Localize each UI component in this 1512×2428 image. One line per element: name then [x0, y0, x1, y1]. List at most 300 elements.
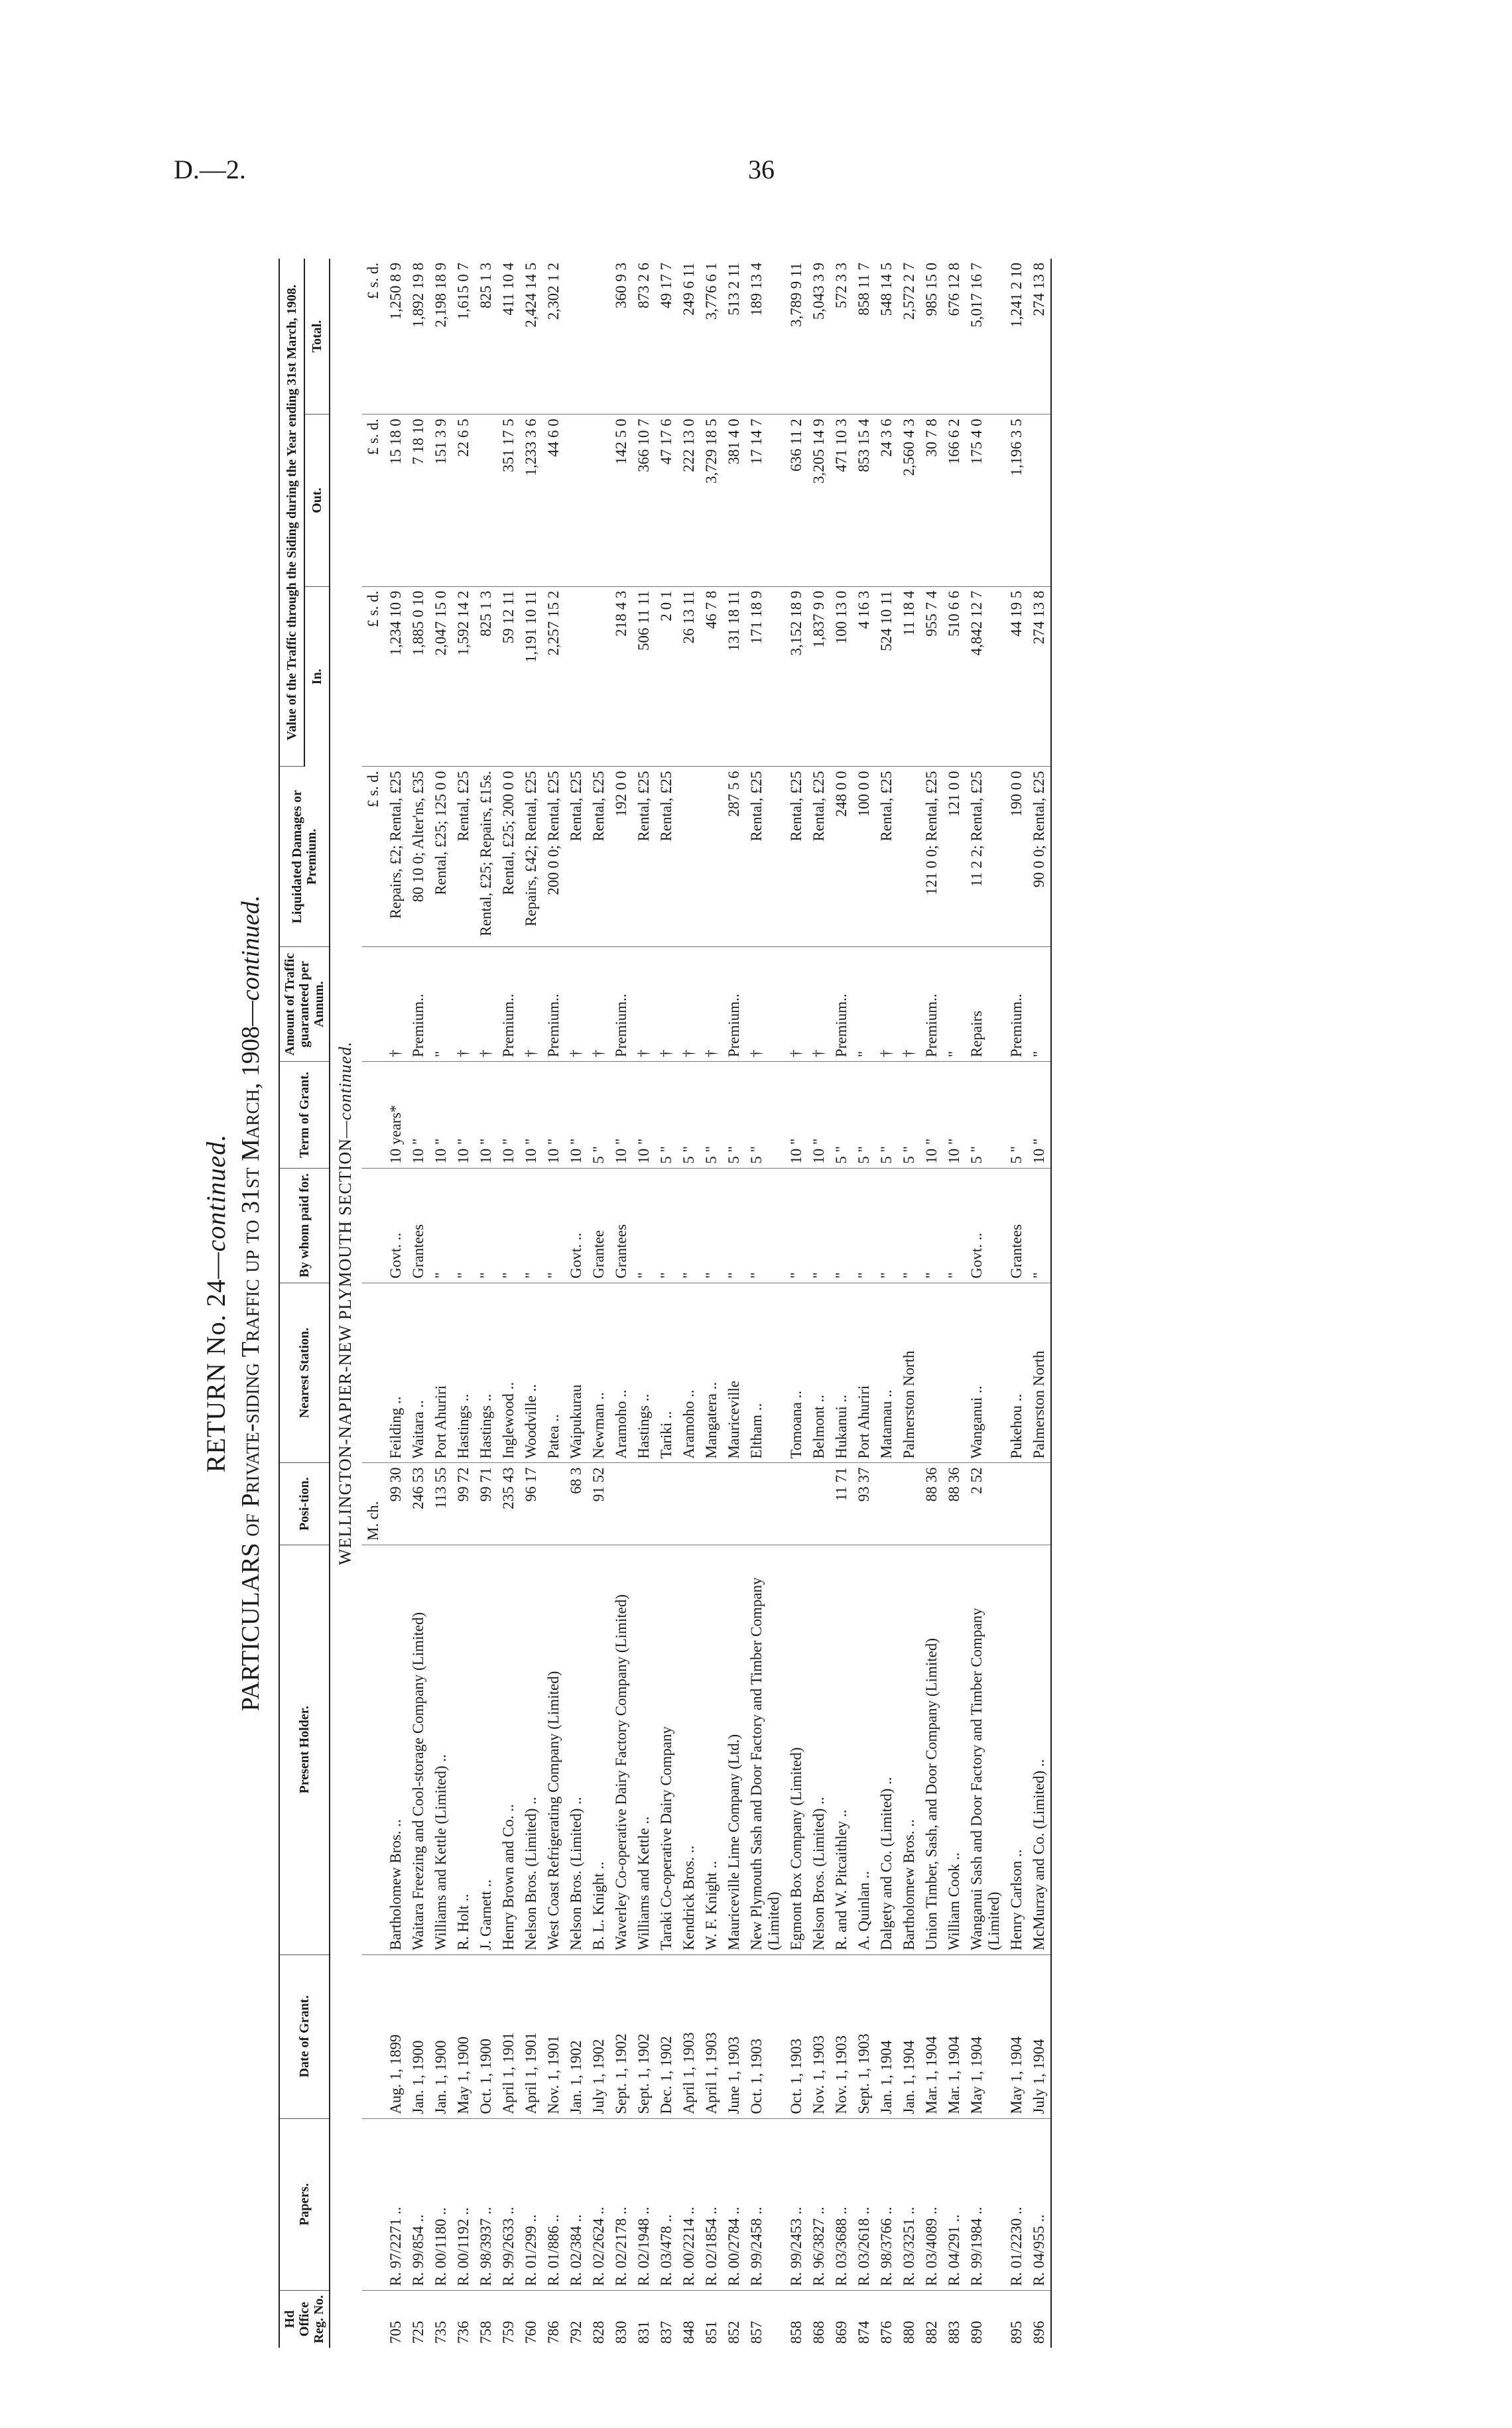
table-body	[330, 259, 1051, 2348]
cell-out	[565, 415, 588, 586]
cell-reg: 869	[833, 2321, 850, 2344]
cell-in: 2 0 1	[655, 586, 678, 767]
cell-papers: R. 03/4089 ..	[920, 2118, 943, 2290]
col-reg: Hd Office Reg. No.	[279, 2291, 330, 2348]
table-row	[655, 259, 678, 2348]
cell-pos	[700, 1463, 723, 1545]
cell-term: 10 "	[430, 1062, 452, 1169]
cell-paid: "	[452, 1168, 475, 1283]
table-row	[966, 259, 1005, 2348]
table-row	[588, 259, 610, 2348]
cell-out: 3,729 18 5	[700, 415, 723, 586]
cell-date: April 1, 1901	[520, 1954, 542, 2118]
cell-station: Waipukurau	[565, 1283, 588, 1463]
cell-pos: 99 30	[385, 1463, 407, 1545]
cell-amount: †	[875, 947, 898, 1062]
col-liquidated: Liquidated Damages or Premium.	[279, 767, 330, 947]
cell-paid: "	[853, 1168, 875, 1283]
cell-total: 676 12 8	[943, 259, 966, 415]
cell-in: 1,592 14 2	[452, 586, 475, 767]
cell-papers: R. 01/886 ..	[542, 2118, 565, 2290]
cell-liq: 121 0 0	[943, 767, 966, 947]
cell-reg: 857	[748, 2321, 765, 2344]
cell-liq: 80 10 0; Alter'ns, £35	[407, 767, 430, 947]
cell-pos: 113 55	[430, 1463, 452, 1545]
table-row	[430, 259, 452, 2348]
return-title	[200, 259, 231, 2348]
cell-pos: 11 71	[830, 1463, 853, 1545]
cell-total: 49 17 7	[655, 259, 678, 415]
cell-reg: 848	[680, 2321, 697, 2344]
cell-pos: 93 37	[853, 1463, 875, 1545]
cell-amount: †	[452, 947, 475, 1062]
return-title-text: RETURN No. 24—	[201, 1251, 231, 1473]
cell-in: 506 11 11	[633, 586, 655, 767]
cell-station: Mangatera ..	[700, 1283, 723, 1463]
col-out: Out.	[304, 415, 330, 586]
cell-papers: R. 98/3766 ..	[875, 2118, 898, 2290]
cell-papers: R. 00/2784 ..	[723, 2118, 745, 2290]
cell-date: May 1, 1904	[1005, 1954, 1028, 2118]
cell-liq: Repairs, £42; Rental, £25	[520, 767, 542, 947]
cell-term: 10 "	[497, 1062, 520, 1169]
cell-date: Jan. 1, 1904	[875, 1954, 898, 2118]
cell-amount: Premium..	[407, 947, 430, 1062]
cell-papers: R. 01/299 ..	[520, 2118, 542, 2290]
cell-total: 249 6 11	[678, 259, 700, 415]
cell-out: 471 10 3	[830, 415, 853, 586]
cell-date: Nov. 1, 1903	[830, 1954, 853, 2118]
cell-pos	[875, 1463, 898, 1545]
cell-station: Newman ..	[588, 1283, 610, 1463]
cell-term: 10 "	[920, 1062, 943, 1169]
cell-in: 955 7 4	[920, 586, 943, 767]
cell-term: 5 "	[588, 1062, 610, 1169]
cell-papers: R. 00/2214 ..	[678, 2118, 700, 2290]
cell-station: Wanganui ..	[966, 1283, 1005, 1463]
cell-term: 5 "	[678, 1062, 700, 1169]
cell-in: 100 13 0	[830, 586, 853, 767]
cell-amount: †	[475, 947, 497, 1062]
cell-out: 44 6 0	[542, 415, 565, 586]
return-title-continued: continued.	[201, 1133, 231, 1252]
cell-pos	[723, 1463, 745, 1545]
cell-date: May 1, 1904	[966, 1954, 1005, 2118]
cell-total: 3,776 6 1	[700, 259, 723, 415]
cell-amount: "	[853, 947, 875, 1062]
cell-liq	[700, 767, 723, 947]
cell-amount: Premium..	[723, 947, 745, 1062]
cell-date: Dec. 1, 1902	[655, 1954, 678, 2118]
cell-station: Hastings ..	[475, 1283, 497, 1463]
cell-holder: Williams and Kettle (Limited) ..	[430, 1545, 452, 1954]
cell-liq: Rental, £25	[452, 767, 475, 947]
cell-station: Belmont ..	[808, 1283, 830, 1463]
cell-total: 1,892 19 8	[407, 259, 430, 415]
cell-total: 572 3 3	[830, 259, 853, 415]
cell-date: Oct. 1, 1903	[745, 1954, 785, 2118]
cell-amount: "	[1028, 947, 1051, 1062]
cell-papers: R. 03/2618 ..	[853, 2118, 875, 2290]
cell-pos	[898, 1463, 920, 1545]
cell-papers: R. 02/1948 ..	[633, 2118, 655, 2290]
cell-papers: R. 99/854 ..	[407, 2118, 430, 2290]
cell-liq: Rental, £25	[633, 767, 655, 947]
table-row	[497, 259, 520, 2348]
table-row	[610, 259, 633, 2348]
cell-paid: "	[633, 1168, 655, 1283]
cell-holder: B. L. Knight ..	[588, 1545, 610, 1954]
cell-paid: Grantees	[407, 1168, 430, 1283]
cell-liq: 248 0 0	[830, 767, 853, 947]
cell-date: July 1, 1902	[588, 1954, 610, 2118]
cell-date: Sept. 1, 1902	[610, 1954, 633, 2118]
cell-term: 5 "	[830, 1062, 853, 1169]
cell-papers: R. 03/3251 ..	[898, 2118, 920, 2290]
return-subtitle	[236, 259, 265, 2348]
cell-amount: Repairs	[966, 947, 1005, 1062]
cell-holder: New Plymouth Sash and Door Factory and Timber Company (Limited)	[745, 1545, 785, 1954]
return-subtitle-continued: continued.	[237, 895, 265, 1001]
cell-reg: 876	[878, 2321, 895, 2344]
cell-liq: 90 0 0; Rental, £25	[1028, 767, 1051, 947]
cell-holder: Waverley Co-operative Dairy Factory Company (Limited)	[610, 1545, 633, 1954]
cell-term: 10 "	[785, 1062, 808, 1169]
cell-total: 2,424 14 5	[520, 259, 542, 415]
page-number: 36	[748, 155, 775, 184]
cell-liq: Rental, £25	[588, 767, 610, 947]
cell-reg: 725	[410, 2321, 426, 2344]
private-siding-table	[279, 259, 1053, 2348]
cell-holder: Bartholomew Bros. ..	[898, 1545, 920, 1954]
table-row	[875, 259, 898, 2348]
col-amount: Amount of Traffic guaranteed per Annum.	[279, 947, 330, 1062]
cell-pos	[785, 1463, 808, 1545]
unit-liq: £ s. d.	[362, 767, 385, 947]
cell-term: 10 "	[808, 1062, 830, 1169]
cell-station: Aramoho ..	[610, 1283, 633, 1463]
cell-paid: "	[898, 1168, 920, 1283]
cell-out: 1,196 3 5	[1005, 415, 1028, 586]
cell-paid: "	[497, 1168, 520, 1283]
cell-station: Palmerston North	[1028, 1283, 1051, 1463]
cell-papers: R. 01/2230 ..	[1005, 2118, 1028, 2290]
cell-amount: †	[385, 947, 407, 1062]
table-row	[633, 259, 655, 2348]
cell-pos: 68 3	[565, 1463, 588, 1545]
cell-holder: Union Timber, Sash, and Door Company (Limited)	[920, 1545, 943, 1954]
cell-paid: "	[875, 1168, 898, 1283]
cell-reg: 758	[477, 2321, 494, 2344]
cell-papers: R. 99/2458 ..	[745, 2118, 785, 2290]
cell-liq: Rental, £25	[808, 767, 830, 947]
cell-in: 3,152 18 9	[785, 586, 808, 767]
table-row	[898, 259, 920, 2348]
cell-out: 222 13 0	[678, 415, 700, 586]
table-row	[830, 259, 853, 2348]
cell-holder: Mauriceville Lime Company (Ltd.)	[723, 1545, 745, 1954]
cell-liq: 11 2 2; Rental, £25	[966, 767, 1005, 947]
cell-date: Nov. 1, 1901	[542, 1954, 565, 2118]
cell-reg: 880	[901, 2321, 917, 2344]
cell-reg: 760	[523, 2321, 539, 2344]
table-row	[678, 259, 700, 2348]
cell-term: 5 "	[745, 1062, 785, 1169]
cell-paid: "	[542, 1168, 565, 1283]
cell-paid: "	[655, 1168, 678, 1283]
cell-date: Jan. 1, 1900	[407, 1954, 430, 2118]
col-position: Posi-tion.	[279, 1463, 330, 1545]
cell-papers: R. 02/2624 ..	[588, 2118, 610, 2290]
cell-pos	[633, 1463, 655, 1545]
cell-date: Nov. 1, 1903	[808, 1954, 830, 2118]
table-row	[785, 259, 808, 2348]
cell-liq: Rental, £25	[655, 767, 678, 947]
cell-paid: Grantees	[1005, 1168, 1028, 1283]
cell-holder: McMurray and Co. (Limited) ..	[1028, 1545, 1051, 1954]
cell-total: 1,241 2 10	[1005, 259, 1028, 415]
cell-liq: Rental, £25; 200 0 0	[497, 767, 520, 947]
cell-total: 825 1 3	[475, 259, 497, 415]
cell-paid: Govt. ..	[565, 1168, 588, 1283]
cell-amount: Premium..	[1005, 947, 1028, 1062]
cell-papers: R. 04/955 ..	[1028, 2118, 1051, 2290]
cell-holder: Kendrick Bros. ..	[678, 1545, 700, 1954]
cell-holder: Henry Brown and Co. ..	[497, 1545, 520, 1954]
cell-holder: Williams and Kettle ..	[633, 1545, 655, 1954]
cell-amount: †	[588, 947, 610, 1062]
cell-date: July 1, 1904	[1028, 1954, 1051, 2118]
units-row	[362, 259, 385, 2348]
cell-station: Port Ahuriri	[430, 1283, 452, 1463]
cell-pos	[655, 1463, 678, 1545]
cell-total: 2,572 2 7	[898, 259, 920, 415]
cell-reg: 851	[703, 2321, 720, 2344]
cell-date: Mar. 1, 1904	[943, 1954, 966, 2118]
cell-reg: 890	[968, 2321, 985, 2344]
cell-total: 360 9 3	[610, 259, 633, 415]
cell-term: 10 "	[610, 1062, 633, 1169]
table-row	[452, 259, 475, 2348]
cell-paid: "	[830, 1168, 853, 1283]
cell-holder: William Cook ..	[943, 1545, 966, 1954]
cell-holder: Egmont Box Company (Limited)	[785, 1545, 808, 1954]
table-row	[1028, 259, 1051, 2348]
cell-amount: †	[565, 947, 588, 1062]
cell-pos: 99 72	[452, 1463, 475, 1545]
cell-papers: R. 04/291 ..	[943, 2118, 966, 2290]
cell-holder: Nelson Bros. (Limited) ..	[808, 1545, 830, 1954]
cell-in: 1,885 0 10	[407, 586, 430, 767]
cell-liq	[898, 767, 920, 947]
cell-paid: Govt. ..	[385, 1168, 407, 1283]
cell-papers: R. 96/3827 ..	[808, 2118, 830, 2290]
table-row	[920, 259, 943, 2348]
cell-in	[565, 586, 588, 767]
cell-holder: West Coast Refrigerating Company (Limited)	[542, 1545, 565, 1954]
table-row	[853, 259, 875, 2348]
cell-paid: "	[430, 1168, 452, 1283]
cell-term: 10 "	[475, 1062, 497, 1169]
cell-out: 366 10 7	[633, 415, 655, 586]
cell-station: Palmerston North	[898, 1283, 920, 1463]
cell-liq: 200 0 0; Rental, £25	[542, 767, 565, 947]
table-row	[475, 259, 497, 2348]
cell-reg: 882	[923, 2321, 940, 2344]
col-station: Nearest Station.	[279, 1283, 330, 1463]
cell-out: 24 3 6	[875, 415, 898, 586]
cell-in: 26 13 11	[678, 586, 700, 767]
return-subtitle-text: PARTICULARS of Private-siding Traffic up to 31st March, 1908—	[237, 1001, 265, 1712]
cell-term: 5 "	[966, 1062, 1005, 1169]
cell-date: Mar. 1, 1904	[920, 1954, 943, 2118]
cell-term: 10 "	[565, 1062, 588, 1169]
cell-out: 853 15 4	[853, 415, 875, 586]
cell-date: Oct. 1, 1903	[785, 1954, 808, 2118]
cell-station: Pukehou ..	[1005, 1283, 1028, 1463]
cell-station: Inglewood ..	[497, 1283, 520, 1463]
cell-term: 10 "	[943, 1062, 966, 1169]
cell-liq: Rental, £25; 125 0 0	[430, 767, 452, 947]
cell-in: 131 18 11	[723, 586, 745, 767]
cell-holder: J. Garnett ..	[475, 1545, 497, 1954]
cell-pos	[808, 1463, 830, 1545]
cell-reg: 830	[613, 2321, 629, 2344]
cell-term: 5 "	[853, 1062, 875, 1169]
cell-reg: 868	[810, 2321, 827, 2344]
cell-term: 5 "	[700, 1062, 723, 1169]
cell-liq: Repairs, £2; Rental, £25	[385, 767, 407, 947]
cell-term: 10 "	[520, 1062, 542, 1169]
cell-in: 1,837 9 0	[808, 586, 830, 767]
cell-paid: Grantees	[610, 1168, 633, 1283]
cell-term: 5 "	[875, 1062, 898, 1169]
col-holder: Present Holder.	[279, 1545, 330, 1954]
section-row	[330, 259, 362, 2348]
cell-liq: 287 5 6	[723, 767, 745, 947]
cell-paid: "	[723, 1168, 745, 1283]
cell-date: Oct. 1, 1900	[475, 1954, 497, 2118]
cell-amount: †	[745, 947, 785, 1062]
cell-out: 166 6 2	[943, 415, 966, 586]
col-date: Date of Grant.	[279, 1954, 330, 2118]
cell-total	[588, 259, 610, 415]
cell-pos: 91 52	[588, 1463, 610, 1545]
cell-reg: 831	[635, 2321, 652, 2344]
cell-date: April 1, 1903	[700, 1954, 723, 2118]
cell-liq: 192 0 0	[610, 767, 633, 947]
cell-reg: 759	[500, 2321, 517, 2344]
cell-liq: Rental, £25	[875, 767, 898, 947]
cell-holder: Wanganui Sash and Door Factory and Timber Company (Limited)	[966, 1545, 1005, 1954]
cell-term: 5 "	[1005, 1062, 1028, 1169]
cell-paid: "	[1028, 1168, 1051, 1283]
table-row	[745, 259, 785, 2348]
cell-station: Aramoho ..	[678, 1283, 700, 1463]
table-row	[565, 259, 588, 2348]
cell-reg: 792	[568, 2321, 584, 2344]
cell-pos	[1005, 1463, 1028, 1545]
cell-in: 46 7 8	[700, 586, 723, 767]
cell-pos: 88 36	[943, 1463, 966, 1545]
cell-in: 825 1 3	[475, 586, 497, 767]
cell-term: 10 "	[633, 1062, 655, 1169]
cell-reg: 858	[788, 2321, 804, 2344]
cell-papers: R. 00/1192 ..	[452, 2118, 475, 2290]
cell-out: 142 5 0	[610, 415, 633, 586]
cell-pos: 99 71	[475, 1463, 497, 1545]
cell-station: Tariki ..	[655, 1283, 678, 1463]
cell-reg: 736	[455, 2321, 472, 2344]
cell-papers: R. 03/3688 ..	[830, 2118, 853, 2290]
cell-term: 10 years*	[385, 1062, 407, 1169]
table-row	[407, 259, 430, 2348]
cell-in	[588, 586, 610, 767]
cell-holder: A. Quinlan ..	[853, 1545, 875, 1954]
cell-papers: R. 99/1984 ..	[966, 2118, 1005, 2290]
cell-reg: 895	[1008, 2321, 1025, 2344]
col-total: Total.	[304, 259, 330, 415]
table-row	[723, 259, 745, 2348]
cell-amount: "	[430, 947, 452, 1062]
cell-total: 2,302 1 2	[542, 259, 565, 415]
table-row	[385, 259, 407, 2348]
cell-date: Sept. 1, 1902	[633, 1954, 655, 2118]
header-row-1	[279, 259, 304, 2348]
cell-pos: 246 53	[407, 1463, 430, 1545]
cell-station: Mauriceville	[723, 1283, 745, 1463]
cell-holder: W. F. Knight ..	[700, 1545, 723, 1954]
cell-pos	[678, 1463, 700, 1545]
cell-amount: †	[678, 947, 700, 1062]
cell-pos	[542, 1463, 565, 1545]
cell-total: 3,789 9 11	[785, 259, 808, 415]
cell-papers: R. 98/3937 ..	[475, 2118, 497, 2290]
cell-out: 47 17 6	[655, 415, 678, 586]
cell-date: June 1, 1903	[723, 1954, 745, 2118]
cell-liq	[678, 767, 700, 947]
cell-amount: †	[633, 947, 655, 1062]
cell-term: 10 "	[407, 1062, 430, 1169]
cell-out	[588, 415, 610, 586]
cell-amount: †	[700, 947, 723, 1062]
cell-out: 3,205 14 9	[808, 415, 830, 586]
cell-amount: †	[520, 947, 542, 1062]
cell-liq: Rental, £25	[745, 767, 785, 947]
table-row	[808, 259, 830, 2348]
cell-station: Feilding ..	[385, 1283, 407, 1463]
cell-amount: Premium..	[920, 947, 943, 1062]
cell-paid: "	[700, 1168, 723, 1283]
cell-holder: R. Holt ..	[452, 1545, 475, 1954]
cell-station: Hastings ..	[633, 1283, 655, 1463]
table-row	[542, 259, 565, 2348]
cell-total: 985 15 0	[920, 259, 943, 415]
cell-liq: Rental, £25	[565, 767, 588, 947]
cell-out: 351 17 5	[497, 415, 520, 586]
cell-out: 15 18 0	[385, 415, 407, 586]
cell-paid: "	[520, 1168, 542, 1283]
col-term: Term of Grant.	[279, 1062, 330, 1169]
cell-out: 30 7 8	[920, 415, 943, 586]
cell-total: 274 13 8	[1028, 259, 1051, 415]
cell-total: 2,198 18 9	[430, 259, 452, 415]
cell-holder: Bartholomew Bros. ..	[385, 1545, 407, 1954]
page-reference: D.—2.	[174, 155, 246, 184]
cell-term: 5 "	[898, 1062, 920, 1169]
cell-out: 175 4 0	[966, 415, 1005, 586]
cell-reg: 874	[855, 2321, 872, 2344]
